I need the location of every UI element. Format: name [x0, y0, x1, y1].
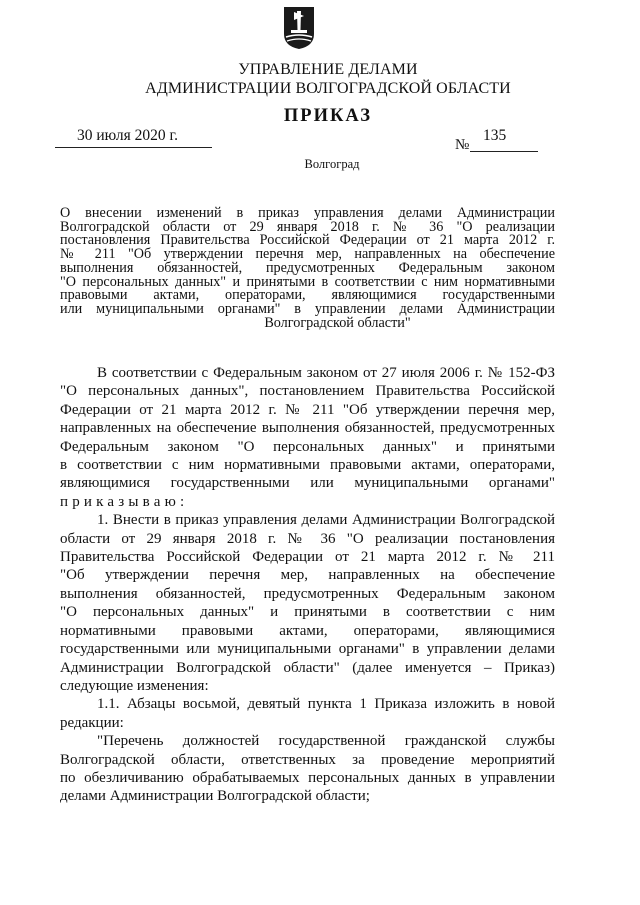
body-line: Федерации от 21 марта 2012 г. № 211 "Об утверждении перечня мер,	[60, 401, 555, 418]
subject-line: № 211 "Об утверждении перечня мер, направленных на обеспечение	[60, 246, 555, 263]
order-word: приказываю:	[60, 493, 189, 510]
body-line: Федеральным законом "О персональных данных" и принятыми	[60, 438, 555, 455]
body-line: нормативными правовыми актами, операторами, являющимися	[60, 622, 555, 639]
body-line: "О персональных данных", постановлением Правительства Российской	[60, 383, 555, 400]
document-type: ПРИКАЗ	[283, 106, 373, 126]
subject-line: Волгоградской области от 29 января 2018 г. № 36 "О реализации	[60, 218, 555, 235]
body-line: следующие изменения:	[60, 677, 209, 694]
number-underline	[470, 151, 538, 152]
document-number: 135	[483, 127, 507, 144]
document-body	[60, 364, 555, 806]
body-line: "О персональных данных" и принятыми в соответствии с ним	[60, 604, 555, 621]
body-line: Администрации Волгоградской области" (далее именуется – Приказ)	[60, 659, 555, 676]
subject-line: "О персональных данных" и принятыми в соответствии с ним нормативными	[60, 273, 555, 290]
body-line: государственными или муниципальными органами" в управлении делами	[60, 641, 555, 658]
body-line: области от 29 января 2018 г. № 36 "О реализации постановления	[60, 530, 555, 547]
body-line: Правительства Российской Федерации от 21 марта 2012 г. № 211	[60, 549, 555, 566]
date-underline	[55, 146, 212, 148]
body-line: в соответствии с ним нормативными правовыми актами, операторами,	[60, 457, 555, 474]
body-line: по обезличиванию обрабатываемых персональных данных в управлении	[60, 769, 555, 786]
body-line: "Об утверждении перечня мер, направленных на обеспечение	[60, 567, 555, 584]
body-line: 1.1. Абзацы восьмой, девятый пункта 1 Приказа изложить в новой	[97, 696, 555, 713]
subject-line: постановления Правительства Российской Федерации от 21 марта 2012 г.	[60, 232, 555, 249]
subject-line: О внесении изменений в приказ управления делами Администрации	[60, 205, 555, 221]
subject-line: Волгоградской области"	[264, 314, 411, 331]
subject-line: правовыми актами, операторами, являющимися государственными	[60, 287, 555, 304]
organization-name-line1: УПРАВЛЕНИЕ ДЕЛАМИ	[238, 61, 418, 78]
body-line: Волгоградской области, ответственных за проведение мероприятий	[60, 751, 555, 768]
number-sign: №	[455, 137, 470, 153]
body-line: направленных на обеспечение выполнения обязанностей, предусмотренных	[60, 420, 555, 437]
body-line: выполнения обязанностей, предусмотренных Федеральным законом	[60, 585, 555, 602]
body-line: В соответствии с Федеральным законом от 27 июля 2006 г. № 152-ФЗ	[97, 365, 555, 381]
document-subject	[60, 207, 555, 330]
document-date: 30 июля 2020 г.	[77, 127, 178, 144]
body-line: 1. Внести в приказ управления делами Администрации Волгоградской	[97, 512, 555, 529]
body-line: "Перечень должностей государственной гражданской службы	[97, 733, 555, 750]
organization-name-line2: АДМИНИСТРАЦИИ ВОЛГОГРАДСКОЙ ОБЛАСТИ	[145, 80, 511, 97]
body-line: делами Администрации Волгоградской области;	[60, 788, 370, 805]
city-name: Волгоград	[304, 157, 360, 171]
body-line: редакции:	[60, 714, 124, 731]
subject-line: выполнения обязанностей, предусмотренных Федеральным законом	[60, 259, 555, 276]
subject-line: или муниципальными органами" в управлении делами Администрации	[60, 300, 555, 317]
volgograd-region-emblem	[282, 6, 316, 50]
body-line: являющимися государственными или муниципальными органами"	[60, 475, 555, 492]
